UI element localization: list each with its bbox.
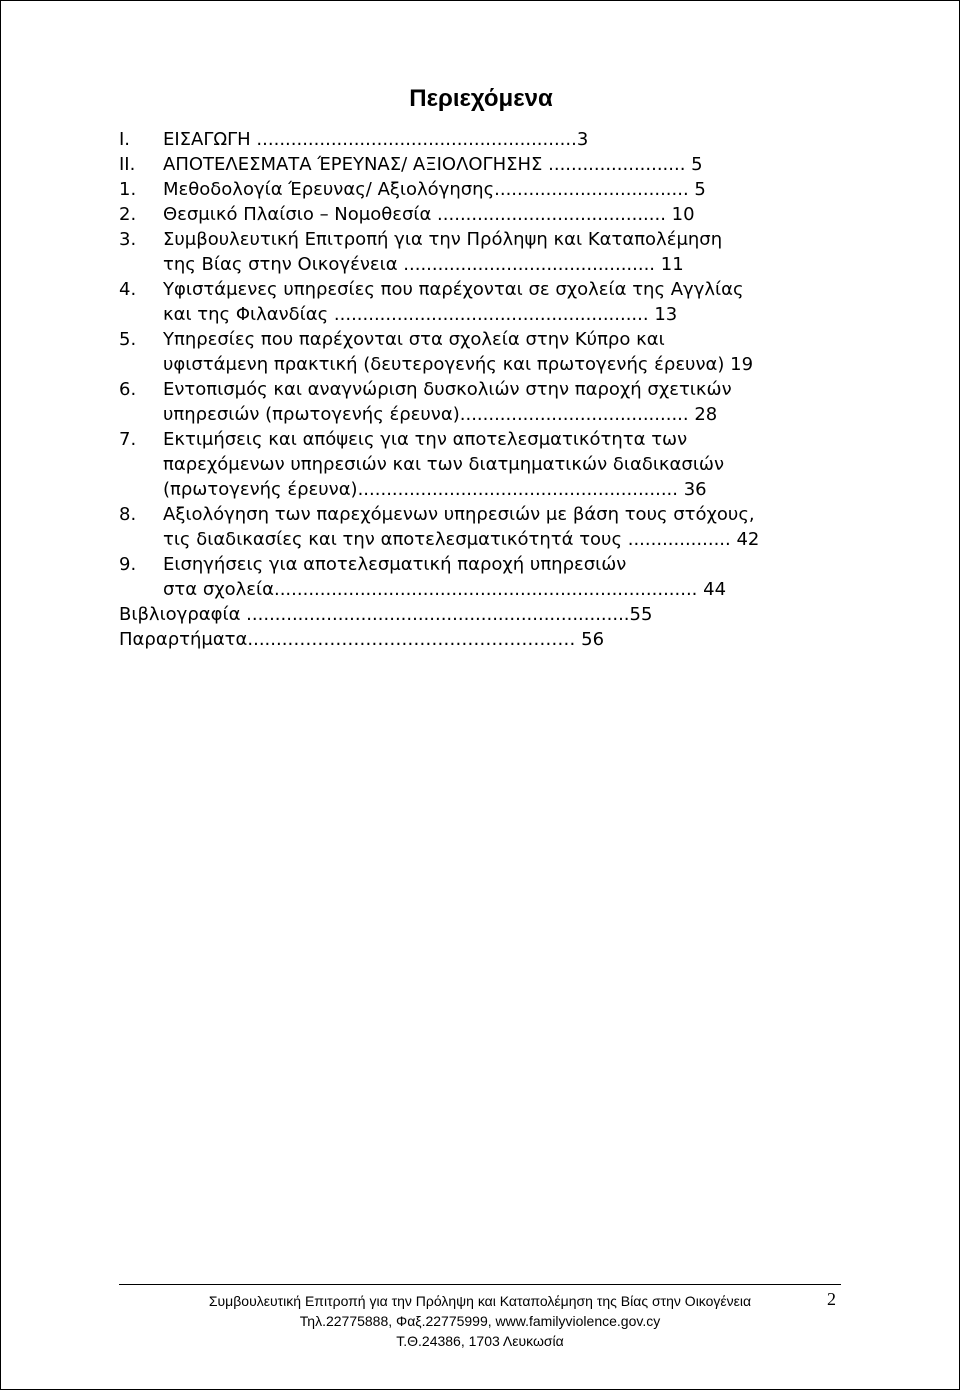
toc-entry-number: II. [119, 154, 136, 175]
toc-entry-text: Παραρτήματα.......………………………………………… 56 [119, 629, 605, 650]
toc-entry-number: 8. [119, 504, 137, 525]
toc-entry-continuation[interactable] [119, 527, 859, 552]
toc-entry-methodology[interactable] [119, 177, 859, 202]
toc-entry-text: Θεσμικό Πλαίσιο – Νομοθεσία ........................................ 10 [163, 204, 695, 225]
toc-entry-continuation[interactable] [119, 477, 859, 502]
toc-entry-advisory-committee[interactable] [119, 227, 859, 252]
table-of-contents [119, 127, 859, 652]
toc-entry-text: και της Φιλανδίας ....................................................... 13 [163, 304, 678, 325]
toc-entry-continuation[interactable] [119, 402, 859, 427]
toc-entry-existing-services[interactable] [119, 277, 859, 302]
toc-entry-number: 7. [119, 429, 137, 450]
toc-entry-text: υπηρεσιών (πρωτογενής έρευνα)........................................ 28 [163, 404, 718, 425]
toc-entry-text: στα σχολεία.......................................................................... 44 [163, 579, 727, 600]
toc-entry-text: της Βίας στην Οικογένεια ............................................ 11 [163, 254, 684, 275]
page-title: Περιεχόμενα [409, 85, 553, 112]
toc-entry-difficulties[interactable] [119, 377, 859, 402]
toc-entry-recommendations[interactable] [119, 552, 859, 577]
toc-entry-cyprus-services[interactable] [119, 327, 859, 352]
toc-entry-text: (πρωτογενής έρευνα)........................................................ 36 [163, 479, 707, 500]
toc-entry-text: Αξιολόγηση των παρεχόμενων υπηρεσιών με βάση τους στόχους, [163, 504, 755, 525]
toc-entry-number: 6. [119, 379, 137, 400]
toc-entry-number: 4. [119, 279, 137, 300]
footer-address: Τ.Θ.24386, 1703 Λευκωσία [396, 1333, 564, 1349]
toc-entry-assessments[interactable] [119, 427, 859, 452]
toc-entry-continuation[interactable] [119, 302, 859, 327]
toc-entry-text: Υφιστάμενες υπηρεσίες που παρέχονται σε σχολεία της Αγγλίας [163, 279, 744, 300]
toc-entry-number: 1. [119, 179, 137, 200]
page-footer [119, 1284, 841, 1351]
toc-entry-appendices[interactable] [119, 627, 859, 652]
toc-entry-text: παρεχόμενων υπηρεσιών και των διατμηματικών διαδικασιών [163, 454, 725, 475]
toc-entry-bibliography[interactable] [119, 602, 859, 627]
toc-entry-legal-framework[interactable] [119, 202, 859, 227]
toc-entry-number: I. [119, 129, 131, 150]
toc-entry-continuation[interactable] [119, 577, 859, 602]
toc-entry-continuation[interactable] [119, 352, 859, 377]
footer-organization: Συμβουλευτική Επιτροπή για την Πρόληψη και Καταπολέμηση της Βίας στην Οικογένεια [208, 1293, 752, 1309]
toc-entry-results[interactable] [119, 152, 859, 177]
toc-entry-text: Εκτιμήσεις και απόψεις για την αποτελεσματικότητα των [163, 429, 688, 450]
footer-contact: Τηλ.22775888, Φαξ.22775999, www.familyviolence.gov.cy [299, 1313, 661, 1329]
toc-entry-continuation[interactable] [119, 252, 859, 277]
toc-entry-text: Υπηρεσίες που παρέχονται στα σχολεία στην Κύπρο και [163, 329, 665, 350]
toc-entry-text: Εντοπισμός και αναγνώριση δυσκολιών στην παροχή σχετικών [163, 379, 732, 400]
toc-entry-text: Συμβουλευτική Επιτροπή για την Πρόληψη και Καταπολέμηση [163, 229, 723, 250]
toc-entry-text: υφιστάμενη πρακτική (δευτερογενής και πρωτογενής έρευνα) 19 [163, 354, 754, 375]
toc-entry-text: ΕΙΣΑΓΩΓΗ ........................................................3 [163, 129, 589, 150]
page-number: 2 [827, 1289, 836, 1309]
toc-entry-text: τις διαδικασίες και την αποτελεσματικότητά τους .................. 42 [163, 529, 760, 550]
toc-entry-number: 9. [119, 554, 137, 575]
toc-entry-text: Βιβλιογραφία ...................................................................55 [119, 604, 653, 625]
toc-entry-number: 3. [119, 229, 137, 250]
toc-entry-text: Εισηγήσεις για αποτελεσματική παροχή υπηρεσιών [163, 554, 627, 575]
toc-entry-evaluation[interactable] [119, 502, 859, 527]
toc-entry-text: ΑΠΟΤΕΛΕΣΜΑΤΑ ΈΡΕΥΝΑΣ/ ΑΞΙΟΛΟΓΗΣΗΣ ........................ 5 [163, 154, 703, 175]
toc-entry-intro[interactable] [119, 127, 859, 152]
toc-entry-number: 5. [119, 329, 137, 350]
toc-entry-continuation[interactable] [119, 452, 859, 477]
toc-entry-text: Μεθοδολογία Έρευνας/ Αξιολόγησης.................................. 5 [163, 179, 706, 200]
toc-entry-number: 2. [119, 204, 137, 225]
